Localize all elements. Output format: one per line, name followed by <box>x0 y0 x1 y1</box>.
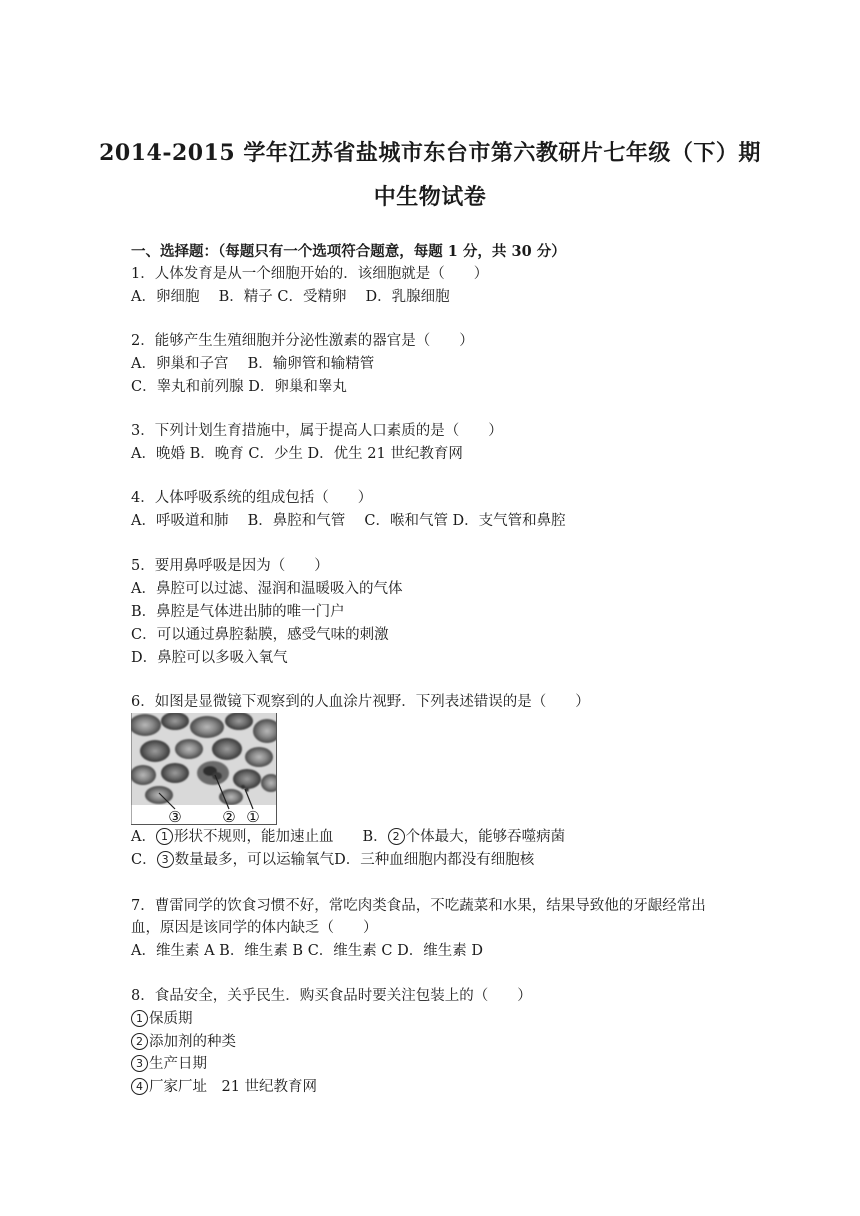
section-heading: 一、选择题：（每题只有一个选项符合题意，每题 1 分，共 30 分） <box>131 243 566 260</box>
q5-stem: 5．要用鼻呼吸是因为（ ） <box>131 558 329 574</box>
circled-number: 2 <box>131 1033 148 1050</box>
q6-option-b-text: 个体最大，能够吞噬病菌 <box>405 829 566 845</box>
q8-item-text: 添加剂的种类 <box>149 1034 236 1050</box>
circled-number: 2 <box>388 828 405 845</box>
q6-option-a-prefix: A． <box>131 829 156 845</box>
q1-stem: 1．人体发育是从一个细胞开始的．该细胞就是（ ） <box>131 266 489 282</box>
q3-stem: 3．下列计划生育措施中，属于提高人口素质的是（ ） <box>131 423 503 439</box>
q5-option-a: A．鼻腔可以过滤、湿润和温暖吸入的气体 <box>131 581 403 597</box>
q7-stem-line2: 血，原因是该同学的体内缺乏（ ） <box>131 920 378 936</box>
q6-options-row1 <box>131 827 565 847</box>
q2-options-row2: C．睾丸和前列腺 D．卵巢和睾丸 <box>131 379 347 395</box>
circled-number: 3 <box>157 851 174 868</box>
q8-item-text: 生产日期 <box>149 1056 207 1072</box>
q8-stem: 8．食品安全，关乎民生．购买食品时要关注包装上的（ ） <box>131 988 532 1004</box>
q8-item <box>131 1077 317 1097</box>
q8-item-text: 保质期 <box>149 1011 193 1027</box>
q8-item-text: 厂家厂址 21 世纪教育网 <box>149 1079 318 1095</box>
blood-smear-figure <box>131 713 277 825</box>
q6-option-c-prefix: C． <box>131 852 157 868</box>
q5-option-c: C．可以通过鼻腔黏膜，感受气味的刺激 <box>131 627 389 643</box>
q4-stem: 4．人体呼吸系统的组成包括（ ） <box>131 490 373 506</box>
q5-option-b: B．鼻腔是气体进出肺的唯一门户 <box>131 604 345 620</box>
figure-label-3: ③ <box>168 808 182 825</box>
exam-title-line1: 2014-2015 学年江苏省盐城市东台市第六教研片七年级（下）期 <box>99 140 761 166</box>
q6-stem: 6．如图是显微镜下观察到的人血涂片视野．下列表述错误的是（ ） <box>131 694 590 710</box>
q8-item <box>131 1032 236 1052</box>
q2-stem: 2．能够产生生殖细胞并分泌性激素的器官是（ ） <box>131 333 474 349</box>
q6-options-row2 <box>131 850 534 870</box>
figure-label-1: ① <box>246 808 260 825</box>
q5-option-d: D．鼻腔可以多吸入氧气 <box>131 650 288 666</box>
q8-item <box>131 1054 207 1074</box>
circled-number: 3 <box>131 1055 148 1072</box>
q8-item <box>131 1009 193 1029</box>
circled-number: 1 <box>156 828 173 845</box>
circled-number: 4 <box>131 1078 148 1095</box>
q1-options: A．卵细胞 B．精子 C．受精卵 D．乳腺细胞 <box>131 289 450 305</box>
figure-label-2: ② <box>222 808 236 825</box>
exam-title-line2: 中生物试卷 <box>373 184 487 210</box>
q7-options: A．维生素 A B．维生素 B C．维生素 C D．维生素 D <box>131 943 483 959</box>
q6-option-a-text: 形状不规则，能加速止血 B． <box>173 829 388 845</box>
q7-stem-line1: 7．曹雷同学的饮食习惯不好，常吃肉类食品，不吃蔬菜和水果，结果导致他的牙龈经常出 <box>131 898 706 914</box>
q6-option-c-text: 数量最多，可以运输氧气D．三种血细胞内都没有细胞核 <box>174 852 535 868</box>
q3-options: A．晚婚 B．晚育 C．少生 D．优生 21 世纪教育网 <box>131 446 463 462</box>
q4-options: A．呼吸道和肺 B．鼻腔和气管 C．喉和气管 D．支气管和鼻腔 <box>131 513 566 529</box>
circled-number: 1 <box>131 1010 148 1027</box>
q2-options-row1: A．卵巢和子宫 B．输卵管和输精管 <box>131 356 375 372</box>
